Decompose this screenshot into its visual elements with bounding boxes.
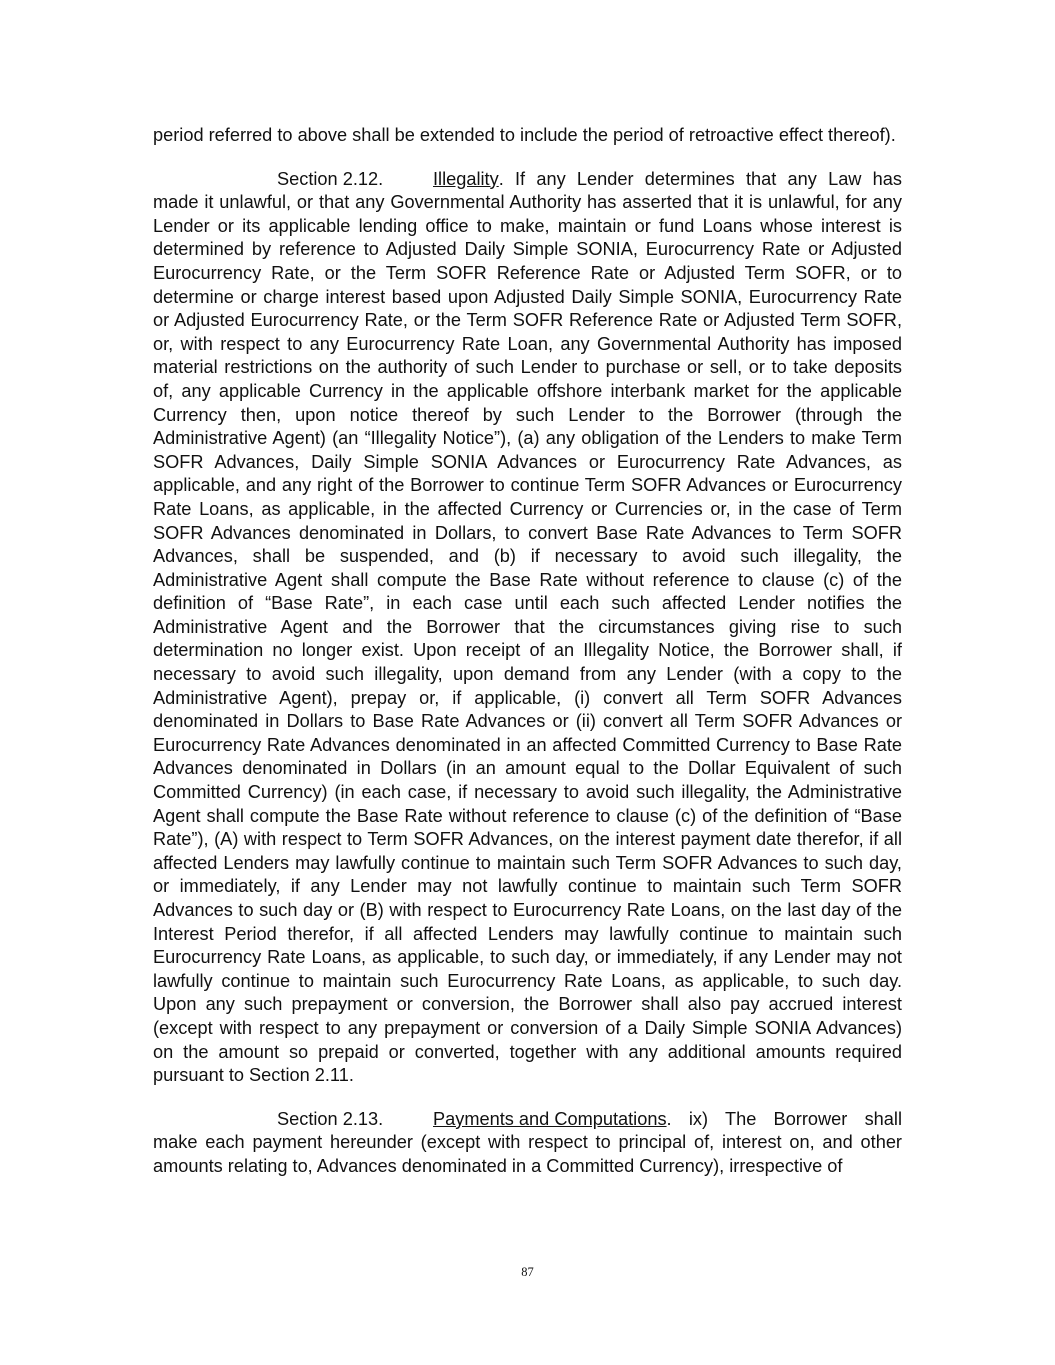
section-2-13-heading bbox=[153, 1108, 667, 1132]
page-number: 87 bbox=[521, 1265, 534, 1279]
section-2-12-heading bbox=[153, 168, 499, 192]
section-2-12-body: . If any Lender determines that any Law has made it unlawful, or that any Governmental Authority has asserted that it is unlawful, for any Lender or its applicable lending office to make, maintain or fund Loans whose interest is determined by reference to Adjusted Daily Simple SONIA, Eurocurrency Rate or Adjusted Eurocurrency Rate, or the Term SOFR Reference Rate or Adjusted Term SOFR, or to determine or charge interest based upon Adjusted Daily Simple SONIA, Eurocurrency Rate or Adjusted Eurocurrency Rate, or the Term SOFR Reference Rate or Adjusted Term SOFR, or, with respect to any Eurocurrency Rate Loan, any Governmental Authority has imposed material restrictions on the authority of such Lender to purchase or sell, or to take deposits of, any applicable Currency in the applicable offshore interbank market for the applicable Currency then, upon notice thereof by such Lender to the Borrower (through the Administrative Agent) (an “Illegality Notice”), (a) any obligation of the Lenders to make Term SOFR Advances, Daily Simple SONIA Advances or Eurocurrency Rate Advances, as applicable, and any right of the Borrower to continue Term SOFR Advances or Eurocurrency Rate Loans, as applicable, in the affected Currency or Currencies or, in the case of Term SOFR Advances denominated in Dollars, to convert Base Rate Advances to Term SOFR Advances, shall be suspended, and (b) if necessary to avoid such illegality, the Administrative Agent shall compute the Base Rate without reference to clause (c) of the definition of “Base Rate”, in each case until each such affected Lender notifies the Administrative Agent and the Borrower that the circumstances giving rise to such determination no longer exist. Upon receipt of an Illegality Notice, the Borrower shall, if necessary to avoid such illegality, upon demand from any Lender (with a copy to the Administrative Agent), prepay or, if applicable, (i) convert all Term SOFR Advances denominated in Dollars to Base Rate Advances or (ii) convert all Term SOFR Advances or Eurocurrency Rate Advances denominated in an affected Committed Currency to Base Rate Advances denominated in Dollars (in an amount equal to the Dollar Equivalent of such Committed Currency) (in each case, if necessary to avoid such illegality, the Administrative Agent shall compute the Base Rate without reference to clause (c) of the definition of “Base Rate”), (A) with respect to Term SOFR Advances, on the interest payment date therefor, if all affected Lenders may lawfully continue to maintain such Term SOFR Advances to such day, or immediately, if any Lender may not lawfully continue to maintain such Term SOFR Advances to such day or (B) with respect to Eurocurrency Rate Loans, on the last day of the Interest Period therefor, if all affected Lenders may lawfully continue to maintain such Eurocurrency Rate Loans, as applicable, to such day, or immediately, if any Lender may not lawfully continue to maintain such Eurocurrency Rate Loans, as applicable, to such day. Upon any such prepayment or conversion, the Borrower shall also pay accrued interest (except with respect to any prepayment or conversion of a Daily Simple SONIA Advances) on the amount so prepaid or converted, together with any additional amounts required pursuant to Section 2.11. bbox=[153, 168, 902, 1086]
section-2-13-body: . ix) The Borrower shall make each payment hereunder (except with respect to principal of, interest on, and other amounts relating to, Advances denominated in a Committed Currency), irrespective of bbox=[153, 1108, 902, 1176]
section-2-13-paragraph bbox=[153, 1108, 902, 1179]
section-2-12-title: Illegality bbox=[433, 168, 499, 189]
document-page bbox=[153, 124, 902, 1179]
section-2-13-number: Section 2.13. bbox=[277, 1108, 384, 1129]
continuation-paragraph: period referred to above shall be extended to include the period of retroactive effect thereof). bbox=[153, 125, 896, 145]
section-2-12-paragraph bbox=[153, 168, 902, 1088]
section-2-13-title: Payments and Computations bbox=[433, 1108, 667, 1129]
section-2-12-number: Section 2.12. bbox=[277, 168, 384, 189]
